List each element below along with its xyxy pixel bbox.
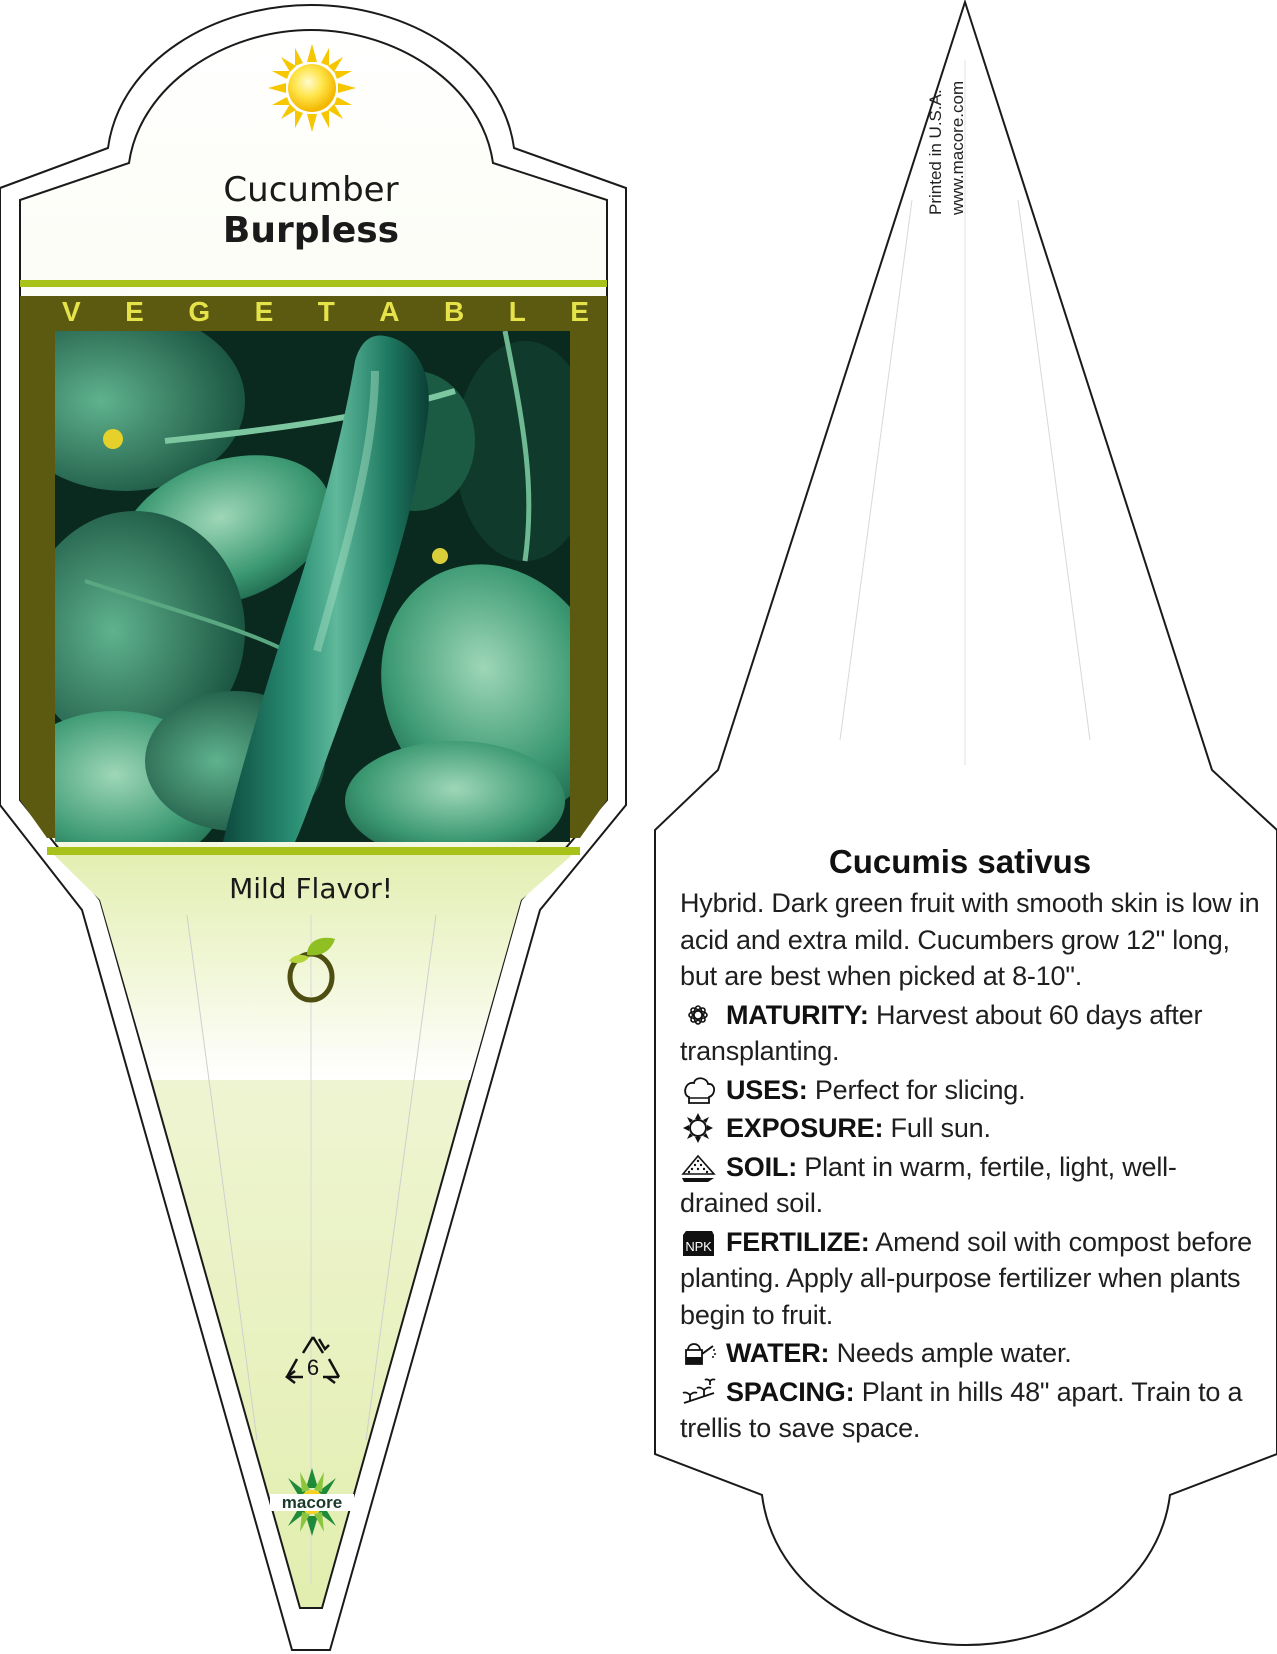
care-text: Needs ample water. <box>829 1338 1072 1368</box>
category-letter: A <box>379 296 400 327</box>
sun-icon <box>268 44 356 132</box>
category-band <box>20 296 607 328</box>
printed-info <box>925 50 985 215</box>
care-maturity <box>680 997 1260 1070</box>
care-text: Plant in hills 48" apart. Train to a trellis to save space. <box>680 1376 1243 1443</box>
macore-logo <box>266 1466 358 1538</box>
brand-name: macore <box>281 1493 343 1512</box>
care-text: Amend soil with compost before planting. Apply all-purpose fertilizer when plants begin to fruit. <box>680 1226 1252 1330</box>
variety-name: Burpless <box>222 210 400 251</box>
category-letter: E <box>254 296 274 327</box>
cucumber-photo <box>55 331 570 842</box>
scientific-name: Cucumis sativus <box>828 843 1092 880</box>
recycle-icon <box>283 1333 343 1389</box>
category-letter: B <box>444 296 465 327</box>
website: www.macore.com <box>948 80 967 215</box>
header-accent-line <box>20 280 607 287</box>
care-label: EXPOSURE: <box>726 1113 884 1143</box>
care-spacing <box>680 1374 1260 1447</box>
category-letter: G <box>188 296 211 327</box>
care-label: WATER: <box>726 1338 830 1368</box>
care-water <box>680 1335 1260 1372</box>
category-letter: V <box>62 296 81 327</box>
recycle-number: 6 <box>306 1355 320 1380</box>
npk-icon <box>680 1227 718 1257</box>
category-letter: E <box>570 296 589 327</box>
npk-text: NPK <box>685 1238 712 1254</box>
care-label: USES: <box>726 1074 808 1105</box>
care-text: Perfect for slicing. <box>807 1074 1026 1105</box>
printed-in: Printed in U.S.A. <box>926 89 945 215</box>
care-exposure <box>680 1110 1260 1147</box>
care-label: SOIL: <box>726 1151 797 1182</box>
care-soil <box>680 1149 1260 1222</box>
description: Hybrid. Dark green fruit with smooth skin is low in acid and extra mild. Cucumbers grow 12" long, but are best when picked at 8-10". <box>680 888 1260 991</box>
care-label: SPACING: <box>726 1376 855 1407</box>
chef-hat-icon <box>680 1075 718 1105</box>
sun-icon <box>680 1113 718 1143</box>
soil-icon <box>680 1152 718 1182</box>
flower-icon <box>680 1000 718 1030</box>
tagline: Mild Flavor! <box>229 872 393 905</box>
plant-care-info <box>680 843 1260 1447</box>
care-fertilize <box>680 1224 1260 1334</box>
category-letter: L <box>508 296 526 327</box>
care-text: Full sun. <box>883 1113 991 1143</box>
care-label: FERTILIZE: <box>726 1226 870 1257</box>
sprout-icon <box>285 933 341 1003</box>
care-label: MATURITY: <box>726 999 869 1030</box>
care-uses <box>680 1072 1260 1109</box>
plant-name: Cucumber <box>223 170 399 210</box>
category-letter: E <box>125 296 144 327</box>
seedlings-icon <box>680 1377 718 1407</box>
lower-accent-line <box>47 847 580 855</box>
category-letter: T <box>317 296 335 327</box>
care-text: Harvest about 60 days after transplanting. <box>680 999 1203 1066</box>
watering-can-icon <box>680 1338 718 1368</box>
care-text: Plant in warm, fertile, light, well-drained soil. <box>680 1151 1177 1218</box>
